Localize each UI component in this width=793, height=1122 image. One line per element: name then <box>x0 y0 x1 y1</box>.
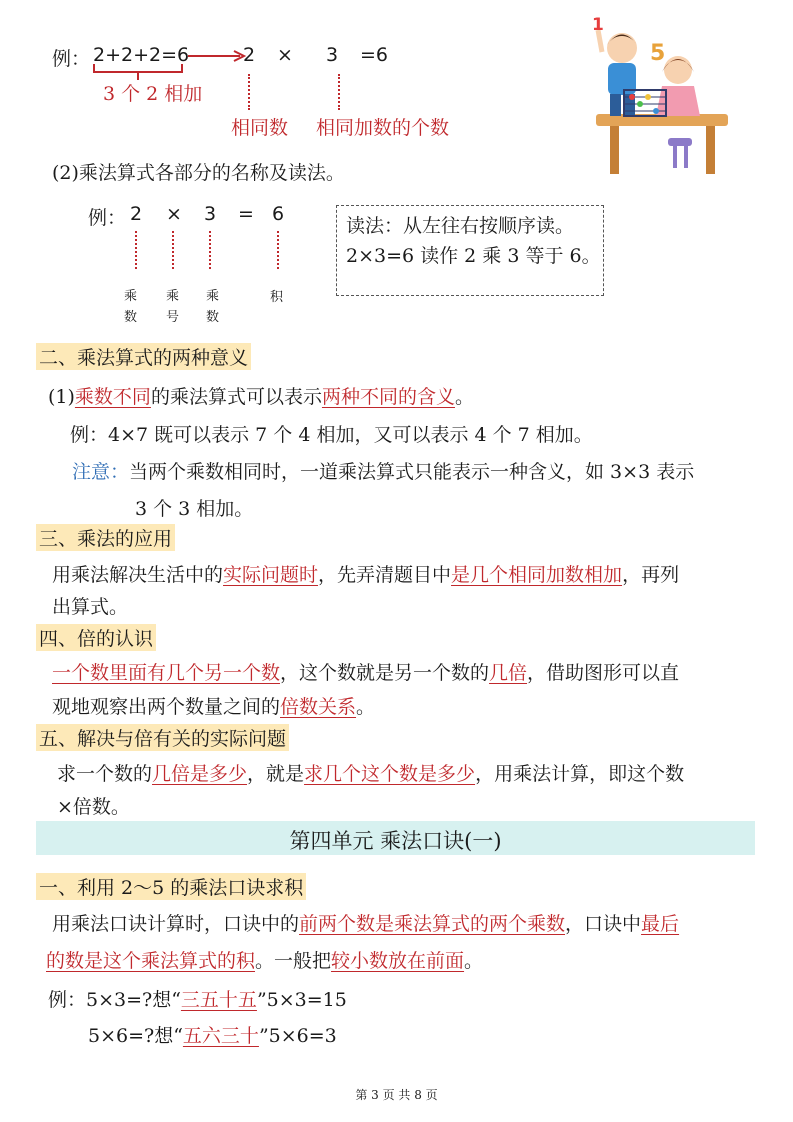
part-name-factor-2: 乘 数 <box>206 289 220 325</box>
kids-abacus-illustration <box>588 12 738 177</box>
unit-example2: 5×6=?想“五六三十”5×6=3 <box>88 1025 337 1047</box>
item2-title: (2)乘法算式各部分的名称及读法。 <box>52 162 345 184</box>
unit-banner <box>36 821 755 855</box>
unit-example1: 例：5×3=?想“三五十五”5×3=15 <box>48 989 347 1011</box>
section2-example: 例：4×7 既可以表示 7 个 4 相加，又可以表示 4 个 7 相加。 <box>70 424 593 446</box>
example1-mult-a: 2 <box>243 44 256 66</box>
section4-line1: 一个数里面有几个另一个数，这个数就是另一个数的几倍，借助图形可以直 <box>52 662 680 684</box>
dotted-pointer <box>209 231 211 269</box>
dotted-pointer <box>172 231 174 269</box>
label-addend-count: 相同加数的个数 <box>316 117 450 139</box>
section2-heading: 二、乘法算式的两种意义 <box>36 343 251 370</box>
part-name-product: 积 <box>270 290 284 305</box>
section3-heading: 三、乘法的应用 <box>36 524 175 551</box>
reading-example: 2×3=6 读作 2 乘 3 等于 6。 <box>346 245 601 267</box>
reading-note-box <box>336 205 604 296</box>
section2-note-cont: 3 个 3 相加。 <box>135 498 254 520</box>
example1-times: × <box>277 44 293 66</box>
part-name-factor-1: 乘 数 <box>124 289 138 325</box>
item2-example-label: 例： <box>88 207 127 229</box>
page-footer: 第 3 页 共 8 页 <box>355 1088 438 1102</box>
item2-factor-b: 3 <box>204 203 217 225</box>
dotted-pointer <box>338 74 340 110</box>
section3-line2: 出算式。 <box>52 596 129 618</box>
example1-mult-b: 3 <box>326 44 339 66</box>
count-note: 3 个 2 相加 <box>103 83 203 105</box>
section2-note: 注意：当两个乘数相同时，一道乘法算式只能表示一种含义，如 3×3 表示 <box>72 461 695 483</box>
dotted-pointer <box>135 231 137 269</box>
item2-times: × <box>166 203 182 225</box>
unit-section1-line2: 的数是这个乘法算式的积。一般把较小数放在前面。 <box>46 950 484 972</box>
note-label: 注意： <box>72 461 130 483</box>
section2-point1: (1)乘数不同的乘法算式可以表示两种不同的含义。 <box>48 386 474 408</box>
item2-product: 6 <box>272 203 285 225</box>
section3-line1: 用乘法解决生活中的实际问题时，先弄清题目中是几个相同加数相加，再列 <box>52 564 680 586</box>
example1-addition: 2+2+2=6 <box>93 44 190 66</box>
part-name-times-sign: 乘 号 <box>166 289 180 325</box>
example1-label: 例： <box>52 48 91 70</box>
unit-title: 第四单元 乘法口诀(一) <box>289 829 502 853</box>
section5-line2: ×倍数。 <box>57 796 130 818</box>
section4-line2: 观地观察出两个数量之间的倍数关系。 <box>52 696 376 718</box>
arrow-right-icon <box>188 48 248 64</box>
svg-text:1: 1 <box>592 15 604 35</box>
section4-heading: 四、倍的认识 <box>36 624 156 651</box>
svg-text:5: 5 <box>650 41 666 66</box>
section5-line1: 求一个数的几倍是多少，就是求几个这个数是多少，用乘法计算，即这个数 <box>57 763 685 785</box>
item2-factor-a: 2 <box>130 203 143 225</box>
unit-section1-heading: 一、利用 2～5 的乘法口诀求积 <box>36 873 306 900</box>
dotted-pointer <box>277 231 279 269</box>
example1-equals: =6 <box>360 44 389 66</box>
dotted-pointer <box>248 74 250 110</box>
reading-rule: 读法：从左往右按顺序读。 <box>346 215 575 237</box>
unit-section1-line1: 用乘法口诀计算时，口诀中的前两个数是乘法算式的两个乘数，口诀中最后 <box>52 913 680 935</box>
label-same-number: 相同数 <box>231 117 289 139</box>
item2-equals: = <box>238 203 254 225</box>
section5-heading: 五、解决与倍有关的实际问题 <box>36 724 289 751</box>
